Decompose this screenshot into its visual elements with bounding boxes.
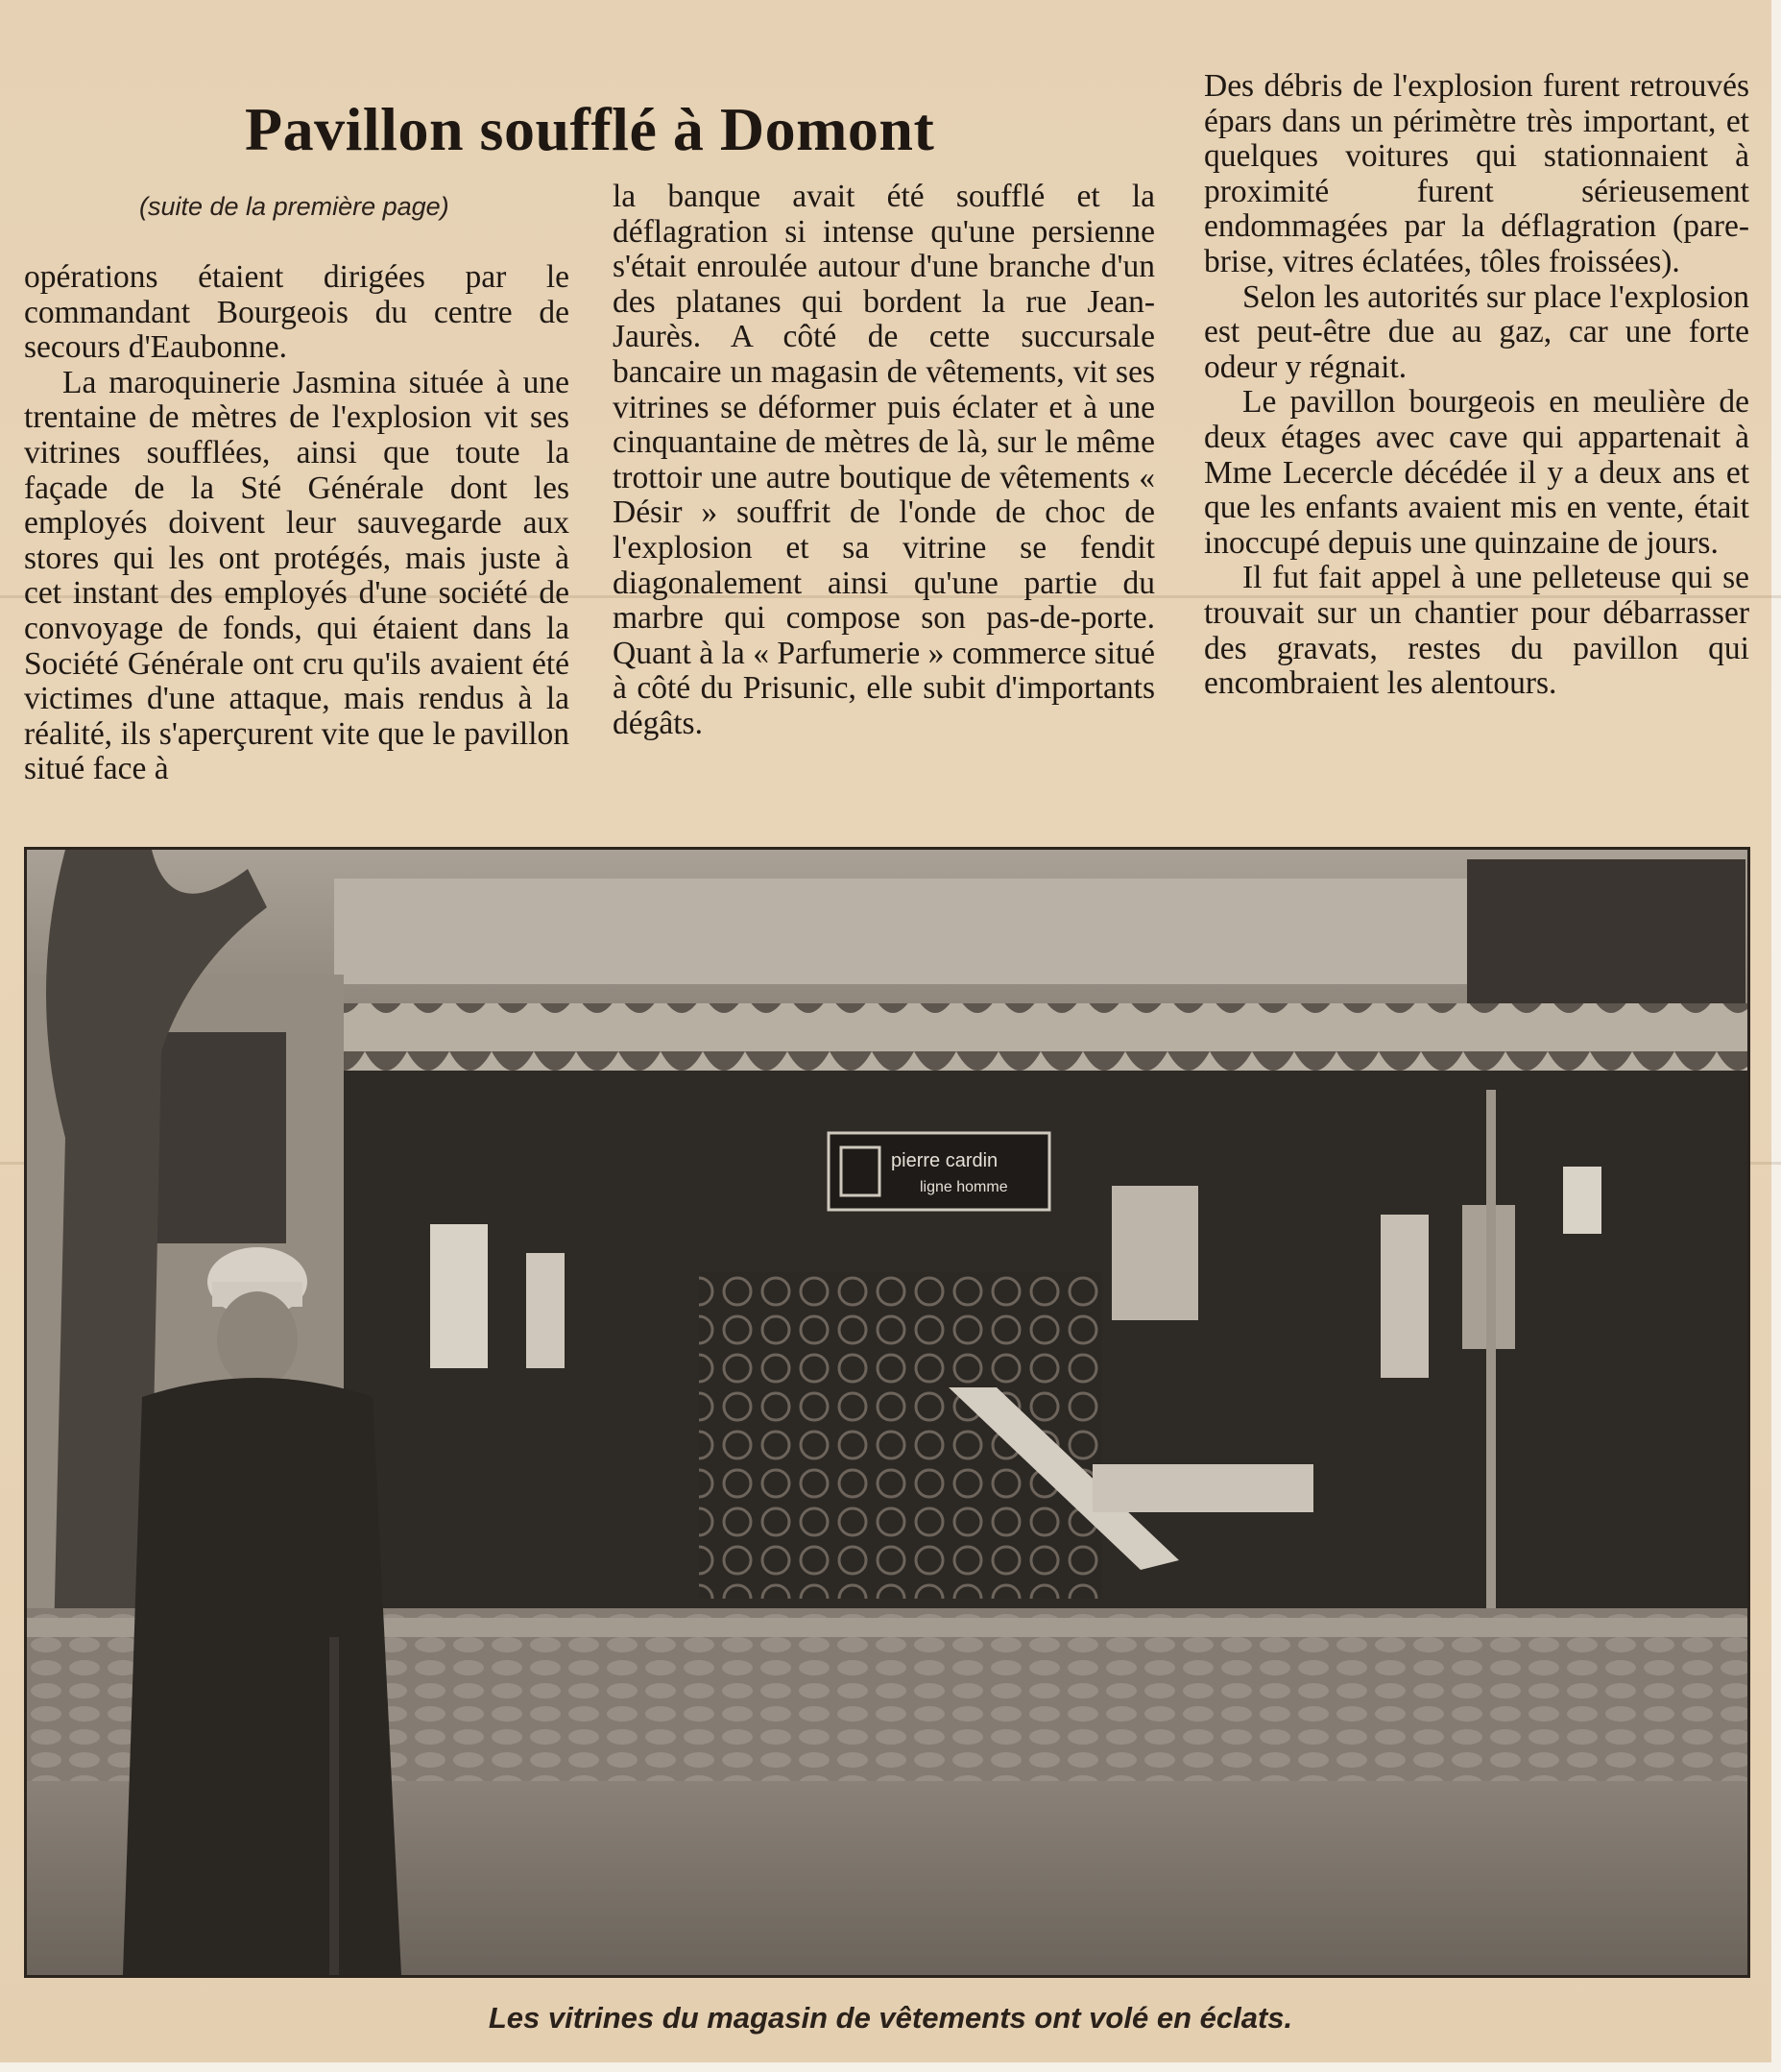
firefighter-tool [329,1637,339,1975]
face [217,1291,298,1387]
paragraph: la banque avait été soufflé et la déflagration si intense qu'une persienne s'était enroulée autour d'une branche d'un des platanes qui bordent la rue Jean-Jaurès. A côté de cette succursale bancaire un magasin de vêtements, vit ses vitrines se déformer puis éclater et à une cinquantaine de mètres de là, sur le même trottoir une autre boutique de vêtements « Désir » souffrit de l'onde de choc de l'explosion et sa vitrine se fendit diagonalement ainsi qu'une partie du marbre qui compose son pas-de-porte. Quant à la « Parfumerie » commerce situé à côté du Prisunic, elle subit d'importants dégâts. [613,179,1155,741]
paragraph: La maroquinerie Jasmina située à une trentaine de mètres de l'explosion vit ses vitrines soufflées, ainsi que toute la façade de la Sté Générale dont les employés doivent leur sauvegarde aux stores qui les ont protégés, mais juste à cet instant des employés d'une société de convoyage de fonds, qui étaient dans la Société Générale ont cru qu'ils avaient été victimes d'une attaque, mais rendus à la réalité, ils s'aperçurent vite que le pavillon situé face à [24,364,569,787]
paragraph: opérations étaient dirigées par le commandant Bourgeois du centre de secours d'Eaubonne. [24,259,569,366]
upper-window [1467,859,1745,1013]
hanging-garment [1112,1186,1198,1320]
hanging-garment [1381,1215,1429,1378]
paragraph: Le pavillon bourgeois en meulière de deux étages avec cave qui appartenait à Mme Lecercle décédée il y a deux ans et que les enfants avaient mis en vente, était inoccupé depuis une quinzaine de jours. [1204,384,1749,561]
paragraph: Selon les autorités sur place l'explosion est peut-être due au gaz, car une forte odeur y régnait. [1204,278,1749,385]
shop-sign-text: pierre cardin [891,1150,999,1171]
hanging-garment [526,1253,565,1368]
continuation-note: (suite de la première page) [139,192,449,221]
paragraph: Des débris de l'explosion furent retrouvés épars dans un périmètre très important, et quelques voitures qui stationnaient à proximité furent sérieusement endommagées par la déflagration (pare-brise, vitres éclatées, tôles froissées). [1204,68,1749,279]
article-column-1 [24,260,569,787]
shop-sign-subtext: ligne homme [920,1179,1008,1195]
paragraph: Il fut fait appel à une pelleteuse qui se trouvait sur un chantier pour débarrasser des gravats, restes du pavillon qui encombraient les alentours. [1204,560,1749,702]
article-column-2 [613,180,1155,742]
news-photo [24,847,1750,1978]
shop-awning [344,1003,1747,1071]
facade-panel [334,879,1486,984]
shopfront-photo-illustration [27,850,1747,1975]
storefront-pillar [1486,1090,1496,1608]
shop-sign [829,1133,1049,1210]
firefighter-jacket [123,1378,401,1975]
article-column-3 [1204,69,1749,702]
shop-notice [1563,1167,1601,1234]
display-table [1093,1464,1313,1512]
photo-caption: Les vitrines du magasin de vêtements ont volé en éclats. [488,2001,1293,2035]
hanging-garment [430,1224,488,1368]
article-headline: Pavillon soufflé à Domont [245,95,935,163]
